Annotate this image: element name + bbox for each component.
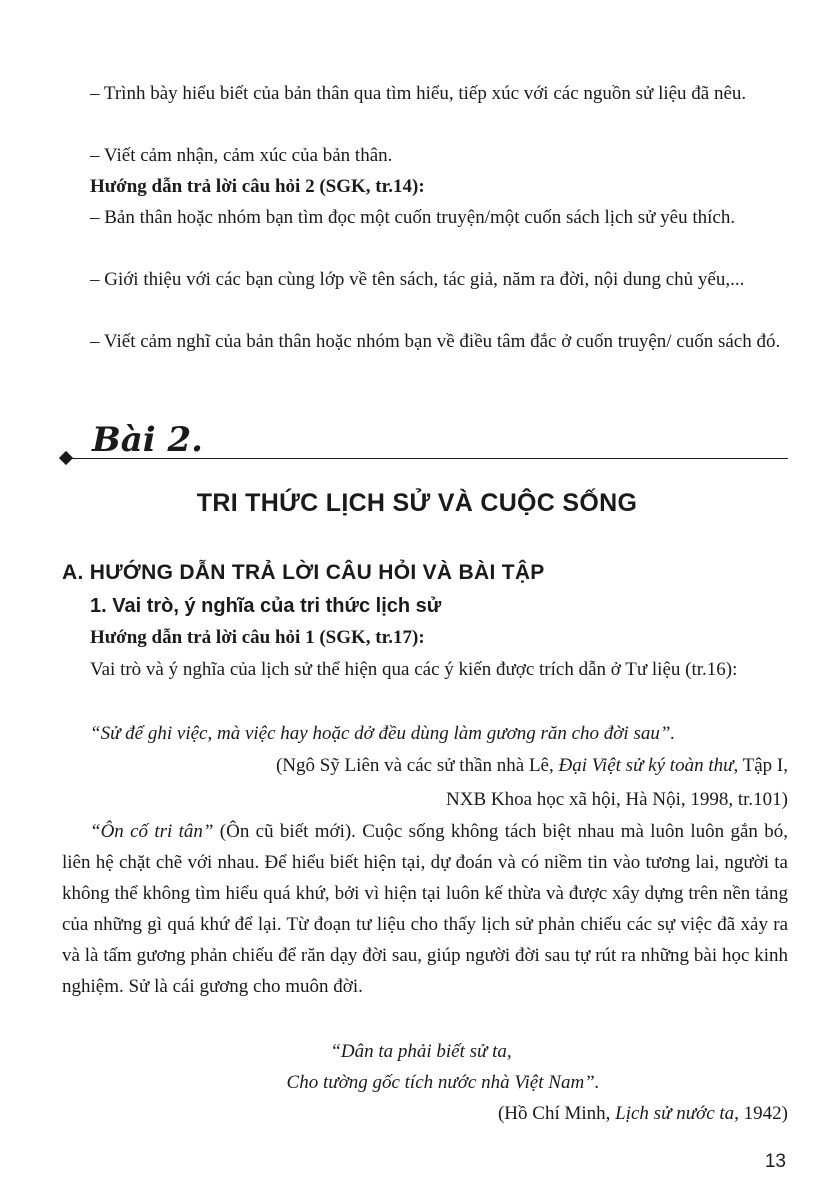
section-a-heading: A. HƯỚNG DẪN TRẢ LỜI CÂU HỎI VÀ BÀI TẬP	[62, 561, 545, 584]
list-item-introduce: – Giới thiệu với các bạn cùng lớp về tên sách, tác giả, năm ra đời, nội dung chủ yếu,...	[90, 269, 745, 290]
citation-suffix: , 1942)	[734, 1103, 788, 1124]
lesson-label: Bài 2.	[92, 422, 207, 458]
lesson-title: TRI THỨC LỊCH SỬ VÀ CUỘC SỐNG	[196, 489, 638, 517]
text-line-present: – Trình bày hiểu biết của bản thân qua tìm hiểu, tiếp xúc với các nguồn sử liệu đã nêu.	[90, 83, 747, 104]
list-item-read-book: – Bản thân hoặc nhóm bạn tìm đọc một cuốn truyện/một cuốn sách lịch sử yêu thích.	[90, 207, 736, 228]
paragraph-on-co-tri-tan	[62, 816, 788, 1002]
guide-heading-q2: Hướng dẫn trả lời câu hỏi 2 (SGK, tr.14):	[90, 176, 425, 197]
citation-book-title: Lịch sử nước ta	[615, 1103, 735, 1124]
poem-line-1: “Dân ta phải biết sử ta,	[330, 1041, 512, 1062]
citation-publisher: NXB Khoa học xã hội, Hà Nội, 1998, tr.101)	[446, 789, 788, 810]
guide-heading-q1: Hướng dẫn trả lời câu hỏi 1 (SGK, tr.17):	[90, 627, 425, 648]
paragraph-body: (Ôn cũ biết mới). Cuộc sống không tách biệt nhau mà luôn luôn gắn bó, liên hệ chặt chẽ với nhau. Để hiểu biết hiện tại, dự đoán và có niềm tin vào tương lai, người ta không thể không tìm hiểu quá khứ, bởi vì hiện tại luôn kế thừa và được xây dựng trên nền tảng của những gì quá khứ để lại. Từ đoạn tư liệu cho thấy lịch sử phản chiếu các sự việc đã xảy ra và là tấm gương phản chiếu để răn dạy đời sau, giúp người đời sau tự rút ra những bài học kinh nghiệm. Sử là cái gương cho muôn đời.	[62, 821, 788, 997]
citation-prefix: (Hồ Chí Minh,	[497, 1103, 616, 1124]
citation-ho-chi-minh	[498, 1098, 788, 1129]
list-item-write-thoughts: – Viết cảm nghĩ của bản thân hoặc nhóm bạn về điều tâm đắc ở cuốn truyện/ cuốn sách đó.	[90, 331, 781, 352]
quote-dai-viet: “Sử để ghi việc, mà việc hay hoặc dở đều dùng làm gương răn cho đời sau”.	[90, 723, 676, 744]
poem-line-2: Cho tường gốc tích nước nhà Việt Nam”.	[286, 1072, 600, 1093]
text-line-write-feelings: – Viết cảm nhận, cảm xúc của bản thân.	[90, 145, 393, 166]
intro-paragraph: Vai trò và ý nghĩa của lịch sử thể hiện qua các ý kiến được trích dẫn ở Tư liệu (tr.16):	[90, 659, 738, 680]
page-number: 13	[764, 1151, 786, 1172]
diamond-bullet-icon	[59, 451, 73, 465]
subsection-1-heading: 1. Vai trò, ý nghĩa của tri thức lịch sử	[90, 595, 442, 617]
citation-prefix: (Ngô Sỹ Liên và các sử thần nhà Lê,	[275, 755, 559, 776]
citation-suffix: , Tập I,	[733, 755, 788, 776]
citation-book-title: Đại Việt sử ký toàn thư	[558, 755, 734, 776]
citation-dai-viet	[276, 750, 788, 781]
lesson-header	[58, 422, 788, 472]
quote-on-co-tri-tan: “Ôn cố tri tân”	[90, 821, 214, 842]
